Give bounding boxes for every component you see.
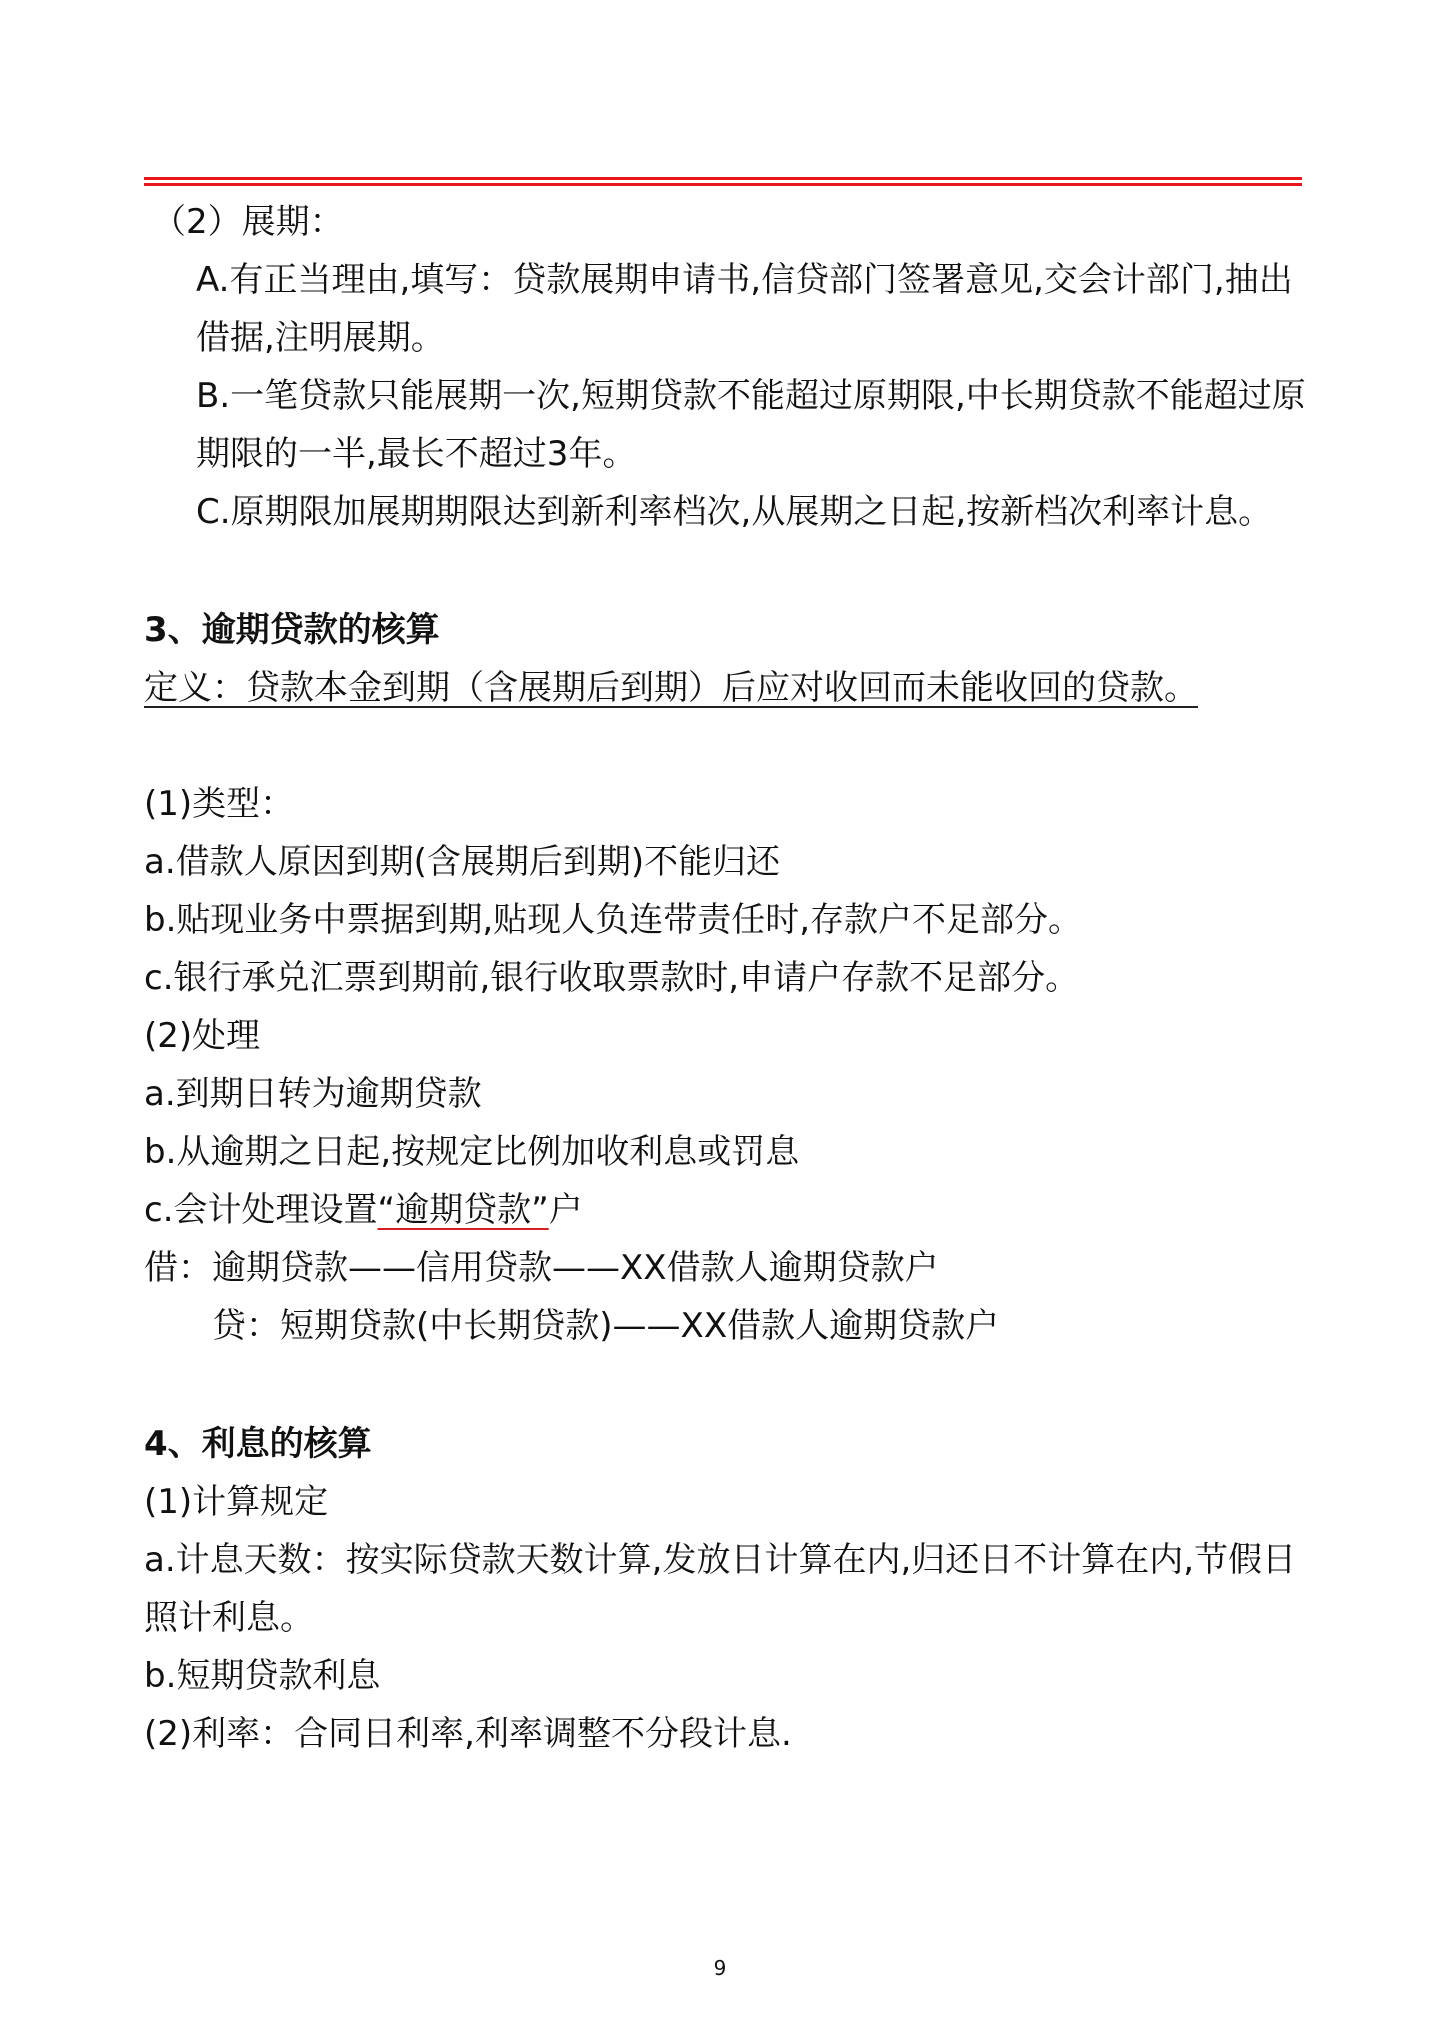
type-item-c: c.银行承兑汇票到期前,银行收取票款时,申请户存款不足部分。 xyxy=(144,958,1080,998)
section-heading-interest: 4、利息的核算 xyxy=(144,1424,372,1464)
extension-item-a: A.有正当理由,填写：贷款展期申请书,信贷部门签署意见,交会计部门,抽出 xyxy=(196,260,1293,300)
section-heading-overdue: 3、逾期贷款的核算 xyxy=(144,610,440,650)
extension-item-a-cont: 借据,注明展期。 xyxy=(196,318,445,358)
calc-rule-b: b.短期贷款利息 xyxy=(144,1656,381,1696)
processing-item-c-suffix: 户 xyxy=(548,1190,583,1230)
processing-item-c-text: c.会计处理设置 xyxy=(144,1190,378,1230)
page-number: 9 xyxy=(713,1956,727,1980)
types-heading: (1)类型： xyxy=(144,784,295,824)
processing-item-a: a.到期日转为逾期贷款 xyxy=(144,1074,482,1114)
extension-item-b: B.一笔贷款只能展期一次,短期贷款不能超过原期限,中长期贷款不能超过原 xyxy=(196,376,1306,416)
extension-heading: （2）展期： xyxy=(152,202,344,242)
overdue-account-name: “逾期贷款” xyxy=(377,1190,549,1230)
interest-rate-line: (2)利率：合同日利率,利率调整不分段计息. xyxy=(144,1714,792,1754)
journal-credit: 贷：短期贷款(中长期贷款)——XX借款人逾期贷款户 xyxy=(212,1306,1000,1346)
journal-debit: 借：逾期贷款——信用贷款——XX借款人逾期贷款户 xyxy=(144,1248,939,1288)
processing-heading: (2)处理 xyxy=(144,1016,261,1056)
header-rule-line-1 xyxy=(144,177,1302,180)
header-rule-line-2 xyxy=(144,183,1302,186)
overdue-definition: 定义：贷款本金到期（含展期后到期）后应对收回而未能收回的贷款。 xyxy=(144,668,1198,708)
type-item-a: a.借款人原因到期(含展期后到期)不能归还 xyxy=(144,842,781,882)
calc-rules-heading: (1)计算规定 xyxy=(144,1482,329,1522)
processing-item-c xyxy=(144,1188,583,1232)
calc-rule-a: a.计息天数：按实际贷款天数计算,发放日计算在内,归还日不计算在内,节假日 xyxy=(144,1540,1297,1580)
extension-item-b-cont: 期限的一半,最长不超过3年。 xyxy=(196,434,637,474)
processing-item-b: b.从逾期之日起,按规定比例加收利息或罚息 xyxy=(144,1132,800,1172)
extension-item-c: C.原期限加展期期限达到新利率档次,从展期之日起,按新档次利率计息。 xyxy=(196,492,1273,532)
type-item-b: b.贴现业务中票据到期,贴现人负连带责任时,存款户不足部分。 xyxy=(144,900,1083,940)
calc-rule-a-cont: 照计利息。 xyxy=(144,1598,314,1638)
